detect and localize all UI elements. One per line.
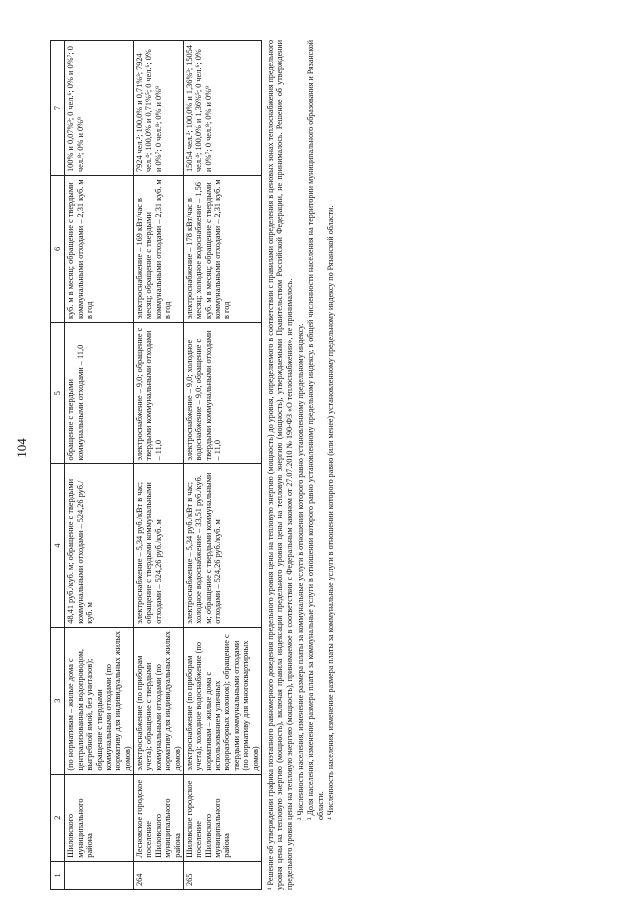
- growth-cell: обращение с твердыми коммунальными отходами – 11,0: [65, 322, 134, 464]
- footnote: ² Численность населения, изменение размера платы за коммунальные услуги в отношении которого равно установленному предельному индексу.: [295, 323, 305, 820]
- rotated-page-content: [50, 40, 590, 890]
- footnote: ⁴ Численность населения, изменение размера платы за коммунальные услуги в отношении которого равно (или менее) установленному предельному индексу по Рязанской области.: [326, 205, 336, 820]
- column-header: 5: [51, 322, 65, 464]
- volume-cell: электроснабжение – 169 кВт/час в месяц; обращение с твердыми коммунальными отходами – 2,31 куб. м в год: [134, 176, 184, 323]
- services-cell: (по нормативам – жилые дома с централизованным водопроводом, выгребной ямой, без унитазов); обращение с твердыми коммунальными отходами (по нормативу для индивидуальных жилых домов): [65, 627, 134, 774]
- municipality-cell: Лесновское городское поселение Шиловского муниципального района: [134, 774, 184, 861]
- tariffs-cell: 48,41 руб./куб. м; обращение с твердыми коммунальными отходами – 524,26 руб./куб. м: [65, 464, 134, 627]
- row-number: 264: [134, 861, 184, 889]
- footnotes: [266, 40, 336, 890]
- municipality-cell: Шиловского муниципального района: [65, 774, 134, 861]
- services-cell: электроснабжение (по приборам учета); обращение с твердыми коммунальными отходами (по нормативу для индивидуальных жилых домов): [134, 627, 184, 774]
- table-row: [134, 41, 184, 890]
- tariffs-cell: электроснабжение – 5,34 руб./кВт в час; холодное водоснабжение – 33,51 руб./куб. м; обращение с твердыми коммунальными отходами – 524,26 руб./куб. м: [183, 464, 261, 627]
- table-header-row: [51, 41, 65, 890]
- volume-cell: куб. м в месяц; обращение с твердыми коммунальными отходами – 2,31 куб. м в год: [65, 176, 134, 323]
- population-cell: 100% и 0,07%³; 0 чел.⁶; 0% и 0%⁷; 0 чел.⁸; 0% и 0%⁹: [65, 41, 134, 176]
- services-cell: электроснабжение (по приборам учета); холодное водоснабжение (по нормативам – жилые дома с использованием уличных водоразборных колонок); обращение с твердыми коммунальными отходами (по нормативу для многоквартирных домов): [183, 627, 261, 774]
- volume-cell: электроснабжение – 178 кВт/час в месяц; холодное водоснабжение – 1,56 куб. м в месяц; обращение с твердыми коммунальными отходами – 2,31 куб. м в год: [183, 176, 261, 323]
- population-cell: 15054 чел.²; 100,0% и 1,36%³; 15054 чел.⁴; 100,0% и 1,36%⁵; 0 чел.⁶; 0% и 0%⁷; 0 чел.⁸; 0% и 0%⁹: [183, 41, 261, 176]
- row-number: 265: [183, 861, 261, 889]
- utility-tariff-table: [50, 40, 262, 890]
- tariffs-cell: электроснабжение – 5,34 руб./кВт в час; обращение с твердыми коммунальными отходами – 524,26 руб./куб. м: [134, 464, 184, 627]
- footnote: ³ Доля населения, изменение размера платы за коммунальные услуги в отношении которого равно установленному предельному индексу, в общей численности населения на территории муниципального образования и Рязанской области.: [306, 40, 325, 820]
- column-header: 7: [51, 41, 65, 176]
- column-header: 3: [51, 627, 65, 774]
- footnote: ¹ Решение об утверждении графика поэтапного равномерного доведения предельного уровня цены на тепловую энергию (мощность) до уровня, определяемого в соответствии с правилами определения в ценовых зонах теплоснабжения предельного уровня цены на тепловую энергию (мощность), включая правила индексации предельного уровня цены на тепловую энергию (мощность), утверждаемыми Правительством Российской Федерации, не принималось. Решение об утверждении предельного уровня цены на тепловую энергию (мощность), принимаемое в соответствии с Федеральным законом от 27.07.2010 № 190-ФЗ «О теплоснабжении», не принималось.: [265, 40, 295, 890]
- table-row: [65, 41, 134, 890]
- table-row: [183, 41, 261, 890]
- municipality-cell: Шиловское городское поселение Шиловского муниципального района: [183, 774, 261, 861]
- column-header: 1: [51, 861, 65, 889]
- page-number: 104: [13, 438, 29, 458]
- growth-cell: электроснабжение – 9,0; холодное водоснабжение – 9,0; обращение с твердыми коммунальными отходами – 11,0: [183, 322, 261, 464]
- column-header: 4: [51, 464, 65, 627]
- column-header: 2: [51, 774, 65, 861]
- row-number: [65, 861, 134, 889]
- column-header: 6: [51, 176, 65, 323]
- population-cell: 7924 чел.²; 100,0% и 0,71%³; 7924 чел.⁴; 100,0% и 0,71%⁵; 0 чел.⁶; 0% и 0%⁷; 0 чел.⁸; 0% и 0%⁹: [134, 41, 184, 176]
- growth-cell: электроснабжение – 9,0; обращение с твердыми коммунальными отходами – 11,0: [134, 322, 184, 464]
